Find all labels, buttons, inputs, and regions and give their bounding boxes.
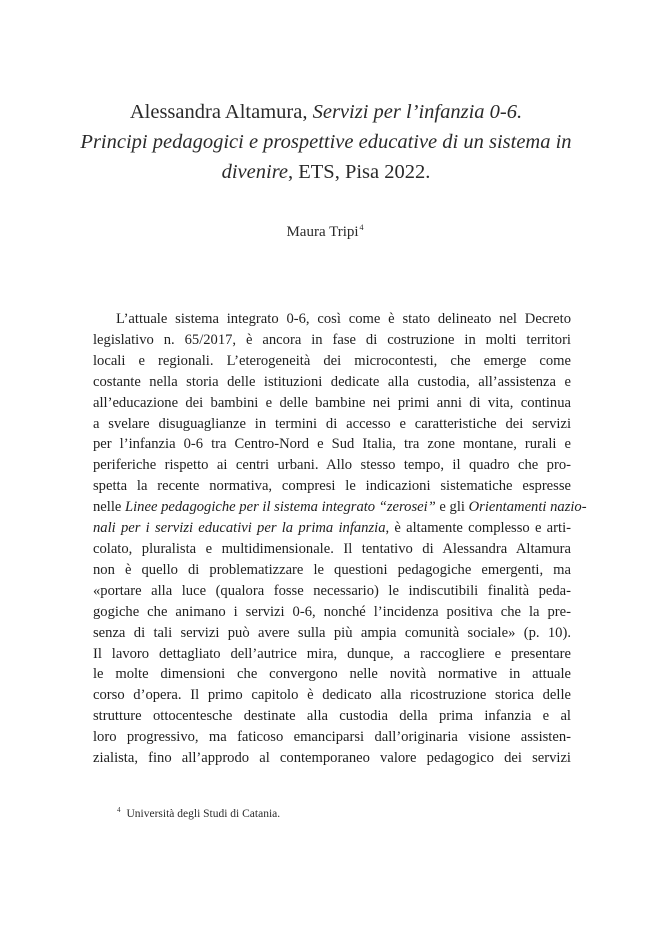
- footnote-text: Università degli Studi di Catania.: [126, 808, 281, 820]
- title-line-2: [70, 127, 582, 157]
- body-line: spetta la recente normativa, compresi le indicazioni sistematiche espresse: [93, 478, 571, 495]
- body-line: a svelare disuguaglianze in termini di accesso e caratteristiche dei servizi: [93, 415, 571, 432]
- review-author: [0, 223, 650, 241]
- review-title: [70, 97, 582, 187]
- footnote-mark: 4: [117, 806, 121, 814]
- title-subtitle: Principi pedagogici e prospettive educative di un sistema in: [80, 131, 572, 153]
- cited-title-linee: Linee pedagogiche per il sistema integrato “zerosei”: [125, 499, 436, 516]
- title-line-1: [70, 97, 582, 127]
- body-text-run: nelle: [93, 499, 126, 516]
- cited-title-orientamenti-end: nali per i servizi educativi per la prima infanzia: [93, 520, 386, 537]
- body-line: loro progressivo, ma faticoso emanciparsi dall’originaria visione assisten-: [93, 729, 571, 746]
- body-line: le molte dimensioni che convergono nelle novità normative in attuale: [93, 666, 571, 683]
- body-line: non è quello di problematizzare le questioni pedagogiche emergenti, ma: [93, 561, 571, 578]
- body-line: legislativo n. 65/2017, è ancora in fase di costruzione in molti territori: [93, 331, 571, 348]
- author-footnote-mark: 4: [359, 223, 364, 232]
- body-line: locali e regionali. L’eterogeneità dei microcontesti, che emerge come: [93, 352, 571, 369]
- body-line: gogiche che animano i servizi 0-6, nonché l’incidenza positiva che la pre-: [93, 603, 571, 620]
- body-text: [93, 309, 587, 769]
- body-line: all’educazione dei bambini e delle bambine nei primi anni di vita, continua: [93, 394, 571, 411]
- body-line: Il lavoro dettagliato dell’autrice mira, dunque, a raccogliere e presentare: [93, 645, 571, 662]
- title-publisher: , ETS, Pisa 2022.: [288, 161, 431, 183]
- cited-title-orientamenti: Orientamenti nazio-: [468, 499, 587, 516]
- body-line: «portare alla luce (qualora fosse necessario) le indiscutibili finalità peda-: [93, 582, 571, 599]
- body-line: zialista, fino all’approdo al contemporaneo valore pedagogico dei servizi: [93, 750, 571, 767]
- body-line-with-titles: [93, 497, 587, 518]
- body-line: periferiche rispetto ai centri urbani. Allo stesso tempo, il quadro che pro-: [93, 457, 571, 474]
- title-subtitle-end: divenire: [221, 161, 289, 183]
- body-line: colato, pluralista e multidimensionale. Il tentativo di Alessandra Altamura: [93, 540, 571, 557]
- author-name: Maura Tripi: [286, 224, 359, 240]
- body-line: L’attuale sistema integrato 0-6, così come è stato delineato nel Decreto: [116, 311, 571, 327]
- body-line-with-titles: [93, 518, 571, 539]
- body-line: per l’infanzia 0-6 tra Centro-Nord e Sud Italia, tra zone montane, rurali e: [93, 436, 571, 453]
- body-line: senza di tali servizi può avere sulla più ampia comunità sociale» (p. 10).: [93, 624, 571, 641]
- body-text-run: e gli: [435, 499, 469, 516]
- title-book-name: Servizi per l’infanzia 0-6.: [312, 101, 523, 123]
- title-author-text: Alessandra Altamura,: [129, 101, 313, 123]
- body-text-run: , è altamente complesso e arti-: [385, 520, 571, 537]
- body-line: costante nella storia delle istituzioni dedicate alla custodia, all’assistenza e: [93, 373, 571, 390]
- title-line-3: [70, 157, 582, 187]
- body-line: corso d’opera. Il primo capitolo è dedicato alla ricostruzione storica delle: [93, 687, 571, 704]
- body-line: strutture ottocentesche destinate alla custodia della prima infanzia e al: [93, 708, 571, 725]
- footnote: [117, 806, 280, 820]
